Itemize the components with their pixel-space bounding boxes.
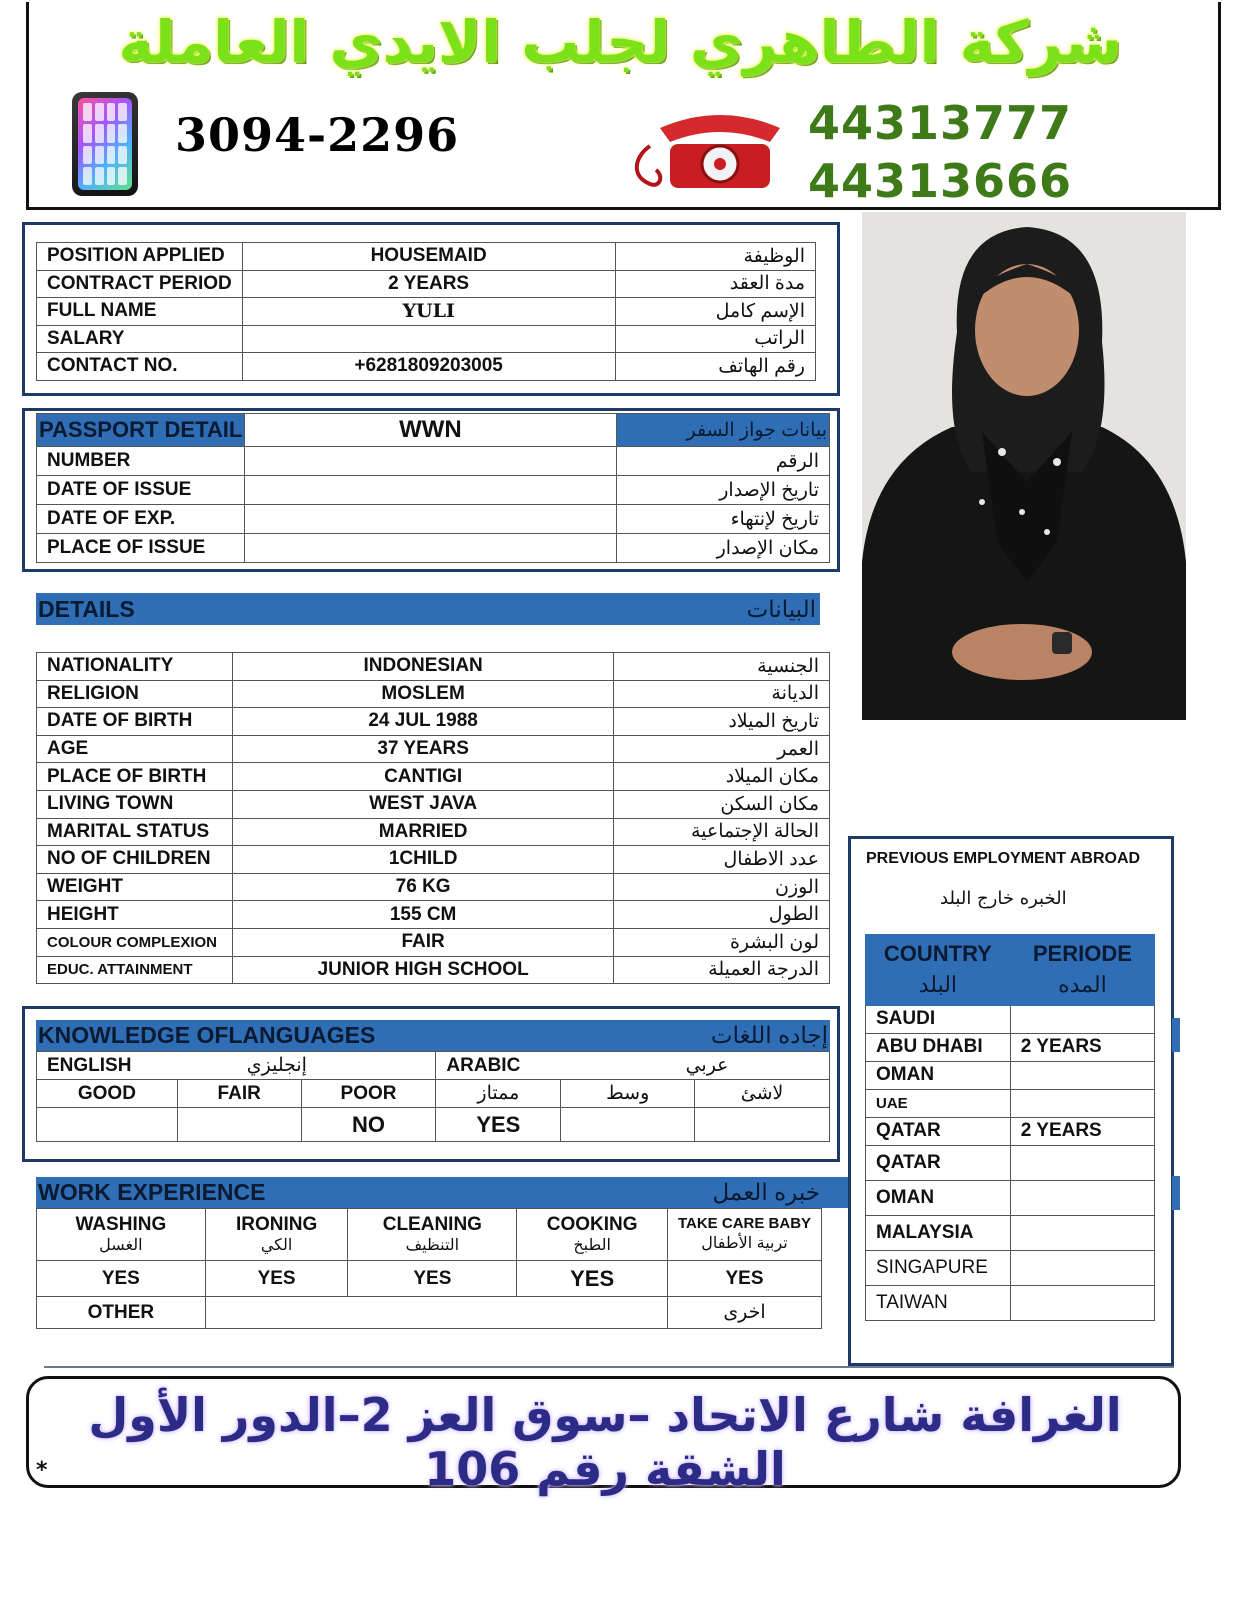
field-label: DATE OF ISSUE: [37, 476, 245, 505]
field-label-ar: تاريخ لإنتهاء: [616, 505, 829, 534]
field-value: 2 YEARS: [242, 270, 615, 298]
applicant-photo: [862, 212, 1186, 720]
previous-employment-table: [865, 934, 1155, 1321]
details-row: [37, 818, 830, 846]
employment-row: [866, 1061, 1155, 1089]
field-label-ar: تاريخ الميلاد: [614, 708, 830, 736]
employment-period: [1010, 1215, 1154, 1250]
field-label-ar: رقم الهاتف: [615, 353, 815, 381]
language-level: لاشئ: [695, 1080, 830, 1108]
asterisk-mark: *: [36, 1458, 48, 1483]
details-row: [37, 763, 830, 791]
country-column-header: [866, 935, 1011, 1006]
field-label: NATIONALITY: [37, 653, 233, 681]
country-header-label: COUNTRY: [883, 941, 992, 966]
skill-label-ar: تربية الأطفال: [701, 1234, 788, 1252]
field-value: FAIR: [232, 928, 613, 956]
field-label-ar: الوزن: [614, 873, 830, 901]
field-label-ar: مكان الميلاد: [614, 763, 830, 791]
employment-country: QATAR: [866, 1117, 1011, 1145]
field-label: HEIGHT: [37, 901, 233, 929]
field-value: JUNIOR HIGH SCHOOL: [232, 956, 613, 984]
field-value: [245, 534, 616, 563]
field-value: +6281809203005: [242, 353, 615, 381]
field-label: PLACE OF BIRTH: [37, 763, 233, 791]
field-value: 1CHILD: [232, 846, 613, 874]
language-level: ممتاز: [436, 1080, 561, 1108]
employment-country: UAE: [866, 1089, 1011, 1117]
skill-header: [668, 1209, 822, 1261]
employment-row: [866, 1250, 1155, 1285]
employment-country: QATAR: [866, 1145, 1011, 1180]
field-value: [245, 476, 616, 505]
employment-row: [866, 1285, 1155, 1320]
field-label: CONTACT NO.: [37, 353, 243, 381]
employment-period: [1010, 1089, 1154, 1117]
skill-header: [348, 1209, 517, 1261]
english-label: ENGLISH: [47, 1055, 132, 1076]
period-header-label: PERIODE: [1032, 941, 1132, 966]
field-label: DATE OF BIRTH: [37, 708, 233, 736]
details-header: [36, 593, 820, 625]
work-experience-title-ar: خبره العمل: [712, 1179, 820, 1205]
arabic-label-ar: عربي: [685, 1055, 729, 1076]
employment-period: [1010, 1250, 1154, 1285]
skill-value: YES: [517, 1261, 668, 1297]
field-label: NO OF CHILDREN: [37, 846, 233, 874]
field-value: 24 JUL 1988: [232, 708, 613, 736]
field-label: AGE: [37, 735, 233, 763]
field-label: PLACE OF ISSUE: [37, 534, 245, 563]
details-row: [37, 708, 830, 736]
passport-row: [37, 534, 830, 563]
position-row: [37, 243, 816, 271]
employment-country: SAUDI: [866, 1005, 1011, 1033]
skill-label-ar: التنظيف: [405, 1237, 460, 1255]
field-label-ar: عدد الاطفال: [614, 846, 830, 874]
telephone-icon: [630, 106, 780, 192]
side-accent-tab: [1172, 1176, 1180, 1210]
language-value: [561, 1108, 695, 1142]
employment-row: [866, 1033, 1155, 1061]
english-label-ar: إنجليزي: [246, 1055, 307, 1076]
side-accent-tab: [1172, 1018, 1180, 1052]
employment-row: [866, 1180, 1155, 1215]
field-label: LIVING TOWN: [37, 790, 233, 818]
company-name: شركة الطاهري لجلب الايدي العاملة: [118, 8, 1122, 76]
language-value: [37, 1108, 178, 1142]
field-label: CONTRACT PERIOD: [37, 270, 243, 298]
skill-label-ar: الغسل: [99, 1237, 143, 1255]
employment-row: [866, 1005, 1155, 1033]
employment-period: [1010, 1145, 1154, 1180]
field-value: [242, 325, 615, 353]
field-value: HOUSEMAID: [242, 243, 615, 271]
english-header: [37, 1052, 436, 1080]
field-value: [245, 447, 616, 476]
position-row: [37, 270, 816, 298]
field-label: DATE OF EXP.: [37, 505, 245, 534]
field-label-ar: العمر: [614, 735, 830, 763]
field-label: COLOUR COMPLEXION: [37, 928, 233, 956]
mobile-number: 3094-2296: [175, 108, 460, 162]
language-level: GOOD: [37, 1080, 178, 1108]
company-address: الغرافة شارع الاتحاد –سوق العز 2–الدور الأول الشقة رقم 106: [88, 1388, 1122, 1496]
field-label: WEIGHT: [37, 873, 233, 901]
work-experience-title: WORK EXPERIENCE: [38, 1179, 266, 1205]
skill-label: COOKING: [546, 1213, 638, 1235]
field-label: SALARY: [37, 325, 243, 353]
field-label-ar: الجنسية: [614, 653, 830, 681]
skill-label: CLEANING: [382, 1213, 482, 1235]
field-value: MARRIED: [232, 818, 613, 846]
passport-title-ar: بيانات جواز السفر: [616, 414, 829, 447]
employment-row: [866, 1215, 1155, 1250]
employment-row: [866, 1117, 1155, 1145]
field-value: 155 CM: [232, 901, 613, 929]
details-row: [37, 735, 830, 763]
field-label-ar: الديانة: [614, 680, 830, 708]
field-value: INDONESIAN: [232, 653, 613, 681]
language-level: وسط: [561, 1080, 695, 1108]
passport-row: [37, 505, 830, 534]
field-label: NUMBER: [37, 447, 245, 476]
language-value: YES: [436, 1108, 561, 1142]
other-label-ar: اخرى: [668, 1297, 822, 1329]
separator-line: [44, 1366, 1174, 1368]
details-row: [37, 928, 830, 956]
employment-country: MALAYSIA: [866, 1215, 1011, 1250]
skill-label-ar: الكي: [260, 1237, 293, 1255]
other-label: OTHER: [37, 1297, 206, 1329]
details-row: [37, 790, 830, 818]
field-value: 76 KG: [232, 873, 613, 901]
position-row: [37, 325, 816, 353]
field-label-ar: مكان الإصدار: [616, 534, 829, 563]
field-label: POSITION APPLIED: [37, 243, 243, 271]
mobile-phone-icon: [72, 92, 138, 196]
field-value: YULI: [242, 298, 615, 326]
details-row: [37, 901, 830, 929]
field-label-ar: الوظيفة: [615, 243, 815, 271]
field-value: 37 YEARS: [232, 735, 613, 763]
details-row: [37, 653, 830, 681]
field-value: CANTIGI: [232, 763, 613, 791]
language-value: [177, 1108, 301, 1142]
language-value: NO: [301, 1108, 436, 1142]
country-header-label-ar: البلد: [918, 971, 958, 997]
field-label: EDUC. ATTAINMENT: [37, 956, 233, 984]
details-table: [36, 652, 830, 984]
skill-label: WASHING: [75, 1213, 167, 1235]
field-label-ar: تاريخ الإصدار: [616, 476, 829, 505]
employment-country: SINGAPURE: [866, 1250, 1011, 1285]
employment-period: [1010, 1061, 1154, 1089]
passport-table: [36, 413, 830, 563]
field-label-ar: الحالة الإجتماعية: [614, 818, 830, 846]
position-table: [36, 242, 816, 381]
employment-period: [1010, 1285, 1154, 1320]
employment-country: OMAN: [866, 1180, 1011, 1215]
skill-value: YES: [668, 1261, 822, 1297]
field-label-ar: الإسم كامل: [615, 298, 815, 326]
languages-header: [36, 1020, 830, 1051]
languages-title: KNOWLEDGE OFLANGUAGES: [38, 1022, 376, 1048]
arabic-label: ARABIC: [446, 1055, 521, 1076]
details-title-ar: البيانات: [746, 595, 816, 622]
arabic-header: [436, 1052, 830, 1080]
passport-row: [37, 476, 830, 505]
skill-value: YES: [348, 1261, 517, 1297]
field-label-ar: الرقم: [616, 447, 829, 476]
details-row: [37, 956, 830, 984]
field-label: FULL NAME: [37, 298, 243, 326]
employment-country: ABU DHABI: [866, 1033, 1011, 1061]
skill-label: IRONING: [235, 1213, 318, 1235]
language-level: FAIR: [177, 1080, 301, 1108]
languages-table: [36, 1051, 830, 1142]
phone-number-2: 44313666: [808, 154, 1073, 208]
field-label-ar: مدة العقد: [615, 270, 815, 298]
languages-title-ar: إجاده اللغات: [710, 1022, 828, 1048]
language-level: POOR: [301, 1080, 436, 1108]
work-experience-table: [36, 1208, 822, 1329]
other-value: [205, 1297, 667, 1329]
employment-period: [1010, 1180, 1154, 1215]
skill-header: [517, 1209, 668, 1261]
field-value: [245, 505, 616, 534]
employment-period: 2 YEARS: [1010, 1033, 1154, 1061]
employment-country: OMAN: [866, 1061, 1011, 1089]
field-value: WEST JAVA: [232, 790, 613, 818]
passport-code: WWN: [245, 414, 616, 447]
skill-value: YES: [37, 1261, 206, 1297]
position-row: [37, 353, 816, 381]
field-label-ar: الراتب: [615, 325, 815, 353]
skill-label: TAKE CARE BABY: [677, 1215, 812, 1233]
skill-value: YES: [205, 1261, 348, 1297]
details-row: [37, 846, 830, 874]
skill-header: [205, 1209, 348, 1261]
skill-label-ar: الطبخ: [573, 1237, 611, 1255]
field-label-ar: لون البشرة: [614, 928, 830, 956]
employment-period: [1010, 1005, 1154, 1033]
field-label-ar: مكان السكن: [614, 790, 830, 818]
details-row: [37, 873, 830, 901]
employment-period: 2 YEARS: [1010, 1117, 1154, 1145]
work-experience-header: [36, 1177, 848, 1208]
employment-row: [866, 1145, 1155, 1180]
field-label-ar: الدرجة العميلة: [614, 956, 830, 984]
field-label: RELIGION: [37, 680, 233, 708]
previous-employment-title-ar: الخبره خارج البلد: [940, 888, 1067, 909]
skill-header: [37, 1209, 206, 1261]
phone-number-1: 44313777: [808, 96, 1073, 150]
position-row: [37, 298, 816, 326]
period-column-header: [1010, 935, 1154, 1006]
field-label-ar: الطول: [614, 901, 830, 929]
language-value: [695, 1108, 830, 1142]
details-row: [37, 680, 830, 708]
details-title: DETAILS: [38, 595, 135, 622]
employment-row: [866, 1089, 1155, 1117]
field-value: MOSLEM: [232, 680, 613, 708]
passport-title: PASSPORT DETAIL: [37, 414, 245, 447]
period-header-label-ar: المده: [1058, 971, 1107, 997]
employment-country: TAIWAN: [866, 1285, 1011, 1320]
field-label: MARITAL STATUS: [37, 818, 233, 846]
previous-employment-title: PREVIOUS EMPLOYMENT ABROAD: [866, 850, 1141, 867]
passport-row: [37, 447, 830, 476]
